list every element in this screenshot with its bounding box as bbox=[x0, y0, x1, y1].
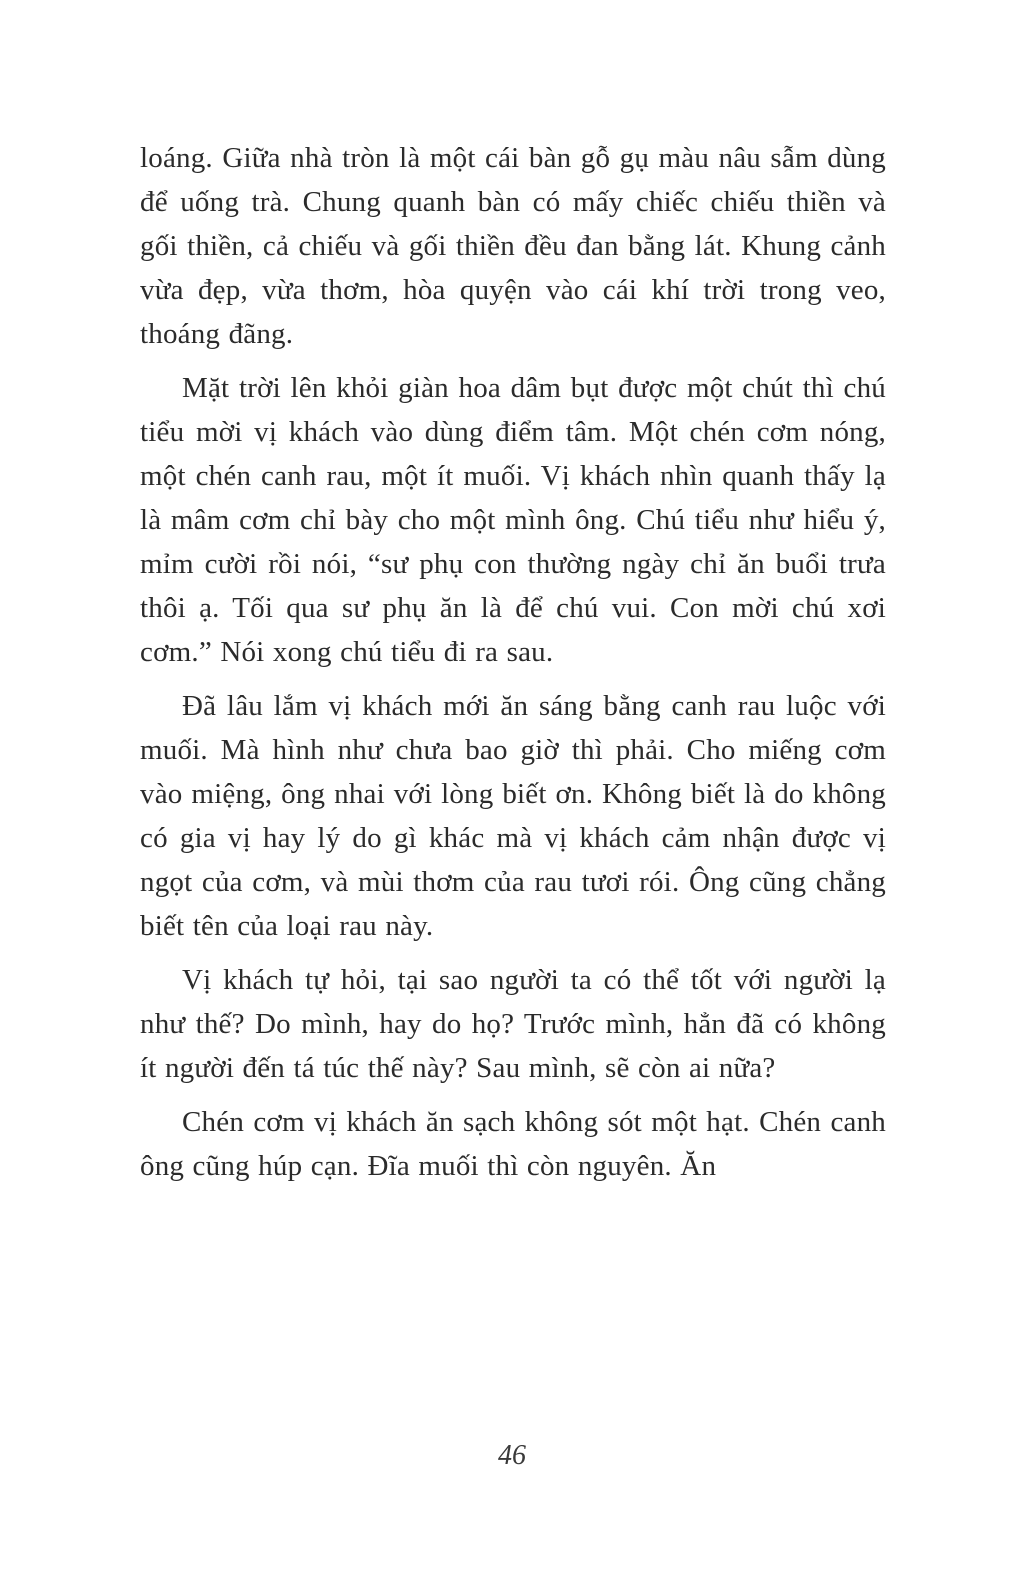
page-number: 46 bbox=[498, 1440, 526, 1471]
paragraph: Vị khách tự hỏi, tại sao người ta có thể tốt với người lạ như thế? Do mình, hay do họ? Trước mình, hẳn đã có không ít người đến tá túc thế này? Sau mình, sẽ còn ai nữa? bbox=[140, 964, 886, 1084]
paragraph: Mặt trời lên khỏi giàn hoa dâm bụt được một chút thì chú tiểu mời vị khách vào dùng điểm tâm. Một chén cơm nóng, một chén canh rau, một ít muối. Vị khách nhìn quanh thấy lạ là mâm cơm chỉ bày cho một mình ông. Chú tiểu như hiểu ý, mỉm cười rồi nói, “sư phụ con thường ngày chỉ ăn buổi trưa thôi ạ. Tối qua sư phụ ăn là để chú vui. Con mời chú xơi cơm.” Nói xong chú tiểu đi ra sau. bbox=[140, 372, 886, 668]
paragraph: Chén cơm vị khách ăn sạch không sót một hạt. Chén canh ông cũng húp cạn. Đĩa muối thì còn nguyên. Ăn bbox=[140, 1106, 886, 1182]
page-text bbox=[140, 136, 886, 1198]
paragraph: Đã lâu lắm vị khách mới ăn sáng bằng canh rau luộc với muối. Mà hình như chưa bao giờ thì phải. Cho miếng cơm vào miệng, ông nhai với lòng biết ơn. Không biết là do không có gia vị hay lý do gì khác mà vị khách cảm nhận được vị ngọt của cơm, và mùi thơm của rau tươi rói. Ông cũng chẳng biết tên của loại rau này. bbox=[140, 690, 886, 942]
paragraph: loáng. Giữa nhà tròn là một cái bàn gỗ gụ màu nâu sẫm dùng để uống trà. Chung quanh bàn có mấy chiếc chiếu thiền và gối thiền, cả chiếu và gối thiền đều đan bằng lát. Khung cảnh vừa đẹp, vừa thơm, hòa quyện vào cái khí trời trong veo, thoáng đãng. bbox=[140, 142, 886, 350]
